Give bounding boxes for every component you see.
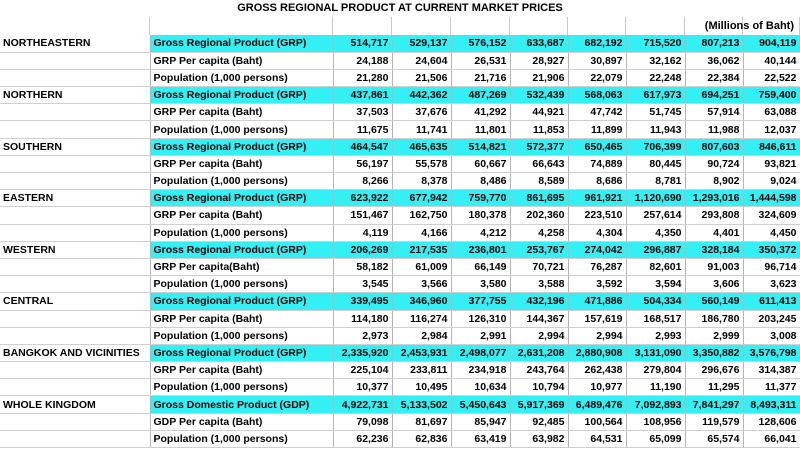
table-row xyxy=(0,52,800,69)
value-cell[interactable]: 223,510 xyxy=(568,207,626,224)
value-cell[interactable]: 11,853 xyxy=(510,121,568,138)
empty-cell[interactable] xyxy=(0,224,150,241)
indicator-label[interactable]: GRP Per capita (Baht) xyxy=(150,104,333,121)
indicator-label[interactable]: Gross Regional Product (GRP) xyxy=(150,293,333,310)
table-row xyxy=(0,413,800,430)
value-cell[interactable]: 807,603 xyxy=(685,138,743,155)
value-cell[interactable]: 1,293,016 xyxy=(685,190,743,207)
value-cell[interactable]: 66,041 xyxy=(743,430,800,447)
value-cell[interactable]: 92,485 xyxy=(510,413,568,430)
table-row xyxy=(0,138,800,155)
value-cell[interactable]: 66,149 xyxy=(451,258,510,275)
region-name[interactable]: NORTHERN xyxy=(0,87,150,104)
value-cell[interactable]: 30,897 xyxy=(568,52,626,69)
value-cell[interactable]: 62,836 xyxy=(392,430,451,447)
table-row xyxy=(0,155,800,172)
value-cell[interactable]: 36,062 xyxy=(685,52,743,69)
value-cell[interactable]: 576,152 xyxy=(451,35,510,52)
value-cell[interactable]: 3,592 xyxy=(568,276,626,293)
table-row xyxy=(0,276,800,293)
value-cell[interactable]: 3,576,798 xyxy=(743,344,800,361)
value-cell[interactable]: 70,721 xyxy=(510,258,568,275)
indicator-label[interactable]: Population (1,000 persons) xyxy=(150,276,333,293)
value-cell[interactable]: 22,248 xyxy=(626,69,685,86)
value-cell[interactable]: 55,578 xyxy=(392,155,451,172)
value-cell[interactable]: 846,611 xyxy=(743,138,800,155)
value-cell[interactable]: 41,292 xyxy=(451,104,510,121)
value-cell[interactable]: 2,984 xyxy=(392,327,451,344)
empty-cell[interactable] xyxy=(0,173,150,190)
region-name[interactable]: CENTRAL xyxy=(0,293,150,310)
region-name[interactable]: SOUTHERN xyxy=(0,138,150,155)
value-cell[interactable]: 96,714 xyxy=(743,258,800,275)
indicator-label[interactable]: GRP Per capita (Baht) xyxy=(150,310,333,327)
value-cell[interactable]: 464,547 xyxy=(333,138,392,155)
value-cell[interactable]: 151,467 xyxy=(333,207,392,224)
value-cell[interactable]: 8,686 xyxy=(568,173,626,190)
value-cell[interactable]: 93,821 xyxy=(743,155,800,172)
table-row xyxy=(0,207,800,224)
value-cell[interactable]: 157,619 xyxy=(568,310,626,327)
value-cell[interactable]: 236,801 xyxy=(451,241,510,258)
value-cell[interactable]: 168,517 xyxy=(626,310,685,327)
value-cell[interactable]: 11,899 xyxy=(568,121,626,138)
value-cell[interactable]: 76,287 xyxy=(568,258,626,275)
value-cell[interactable]: 2,994 xyxy=(568,327,626,344)
indicator-label[interactable]: Gross Domestic Product (GDP) xyxy=(150,396,333,413)
value-cell[interactable]: 339,495 xyxy=(333,293,392,310)
region-name[interactable]: WHOLE KINGDOM xyxy=(0,396,150,413)
value-cell[interactable]: 2,498,077 xyxy=(451,344,510,361)
value-cell[interactable]: 21,506 xyxy=(392,69,451,86)
value-cell[interactable]: 3,566 xyxy=(392,276,451,293)
value-cell[interactable]: 22,522 xyxy=(743,69,800,86)
empty-cell[interactable] xyxy=(0,121,150,138)
value-cell[interactable]: 3,623 xyxy=(743,276,800,293)
value-cell[interactable]: 63,088 xyxy=(743,104,800,121)
value-cell[interactable]: 759,400 xyxy=(743,87,800,104)
table-row xyxy=(0,327,800,344)
value-cell[interactable]: 4,304 xyxy=(568,224,626,241)
indicator-label[interactable]: Population (1,000 persons) xyxy=(150,69,333,86)
value-cell[interactable]: 504,334 xyxy=(626,293,685,310)
value-cell[interactable]: 10,977 xyxy=(568,379,626,396)
value-cell[interactable]: 203,245 xyxy=(743,310,800,327)
value-cell[interactable]: 2,335,920 xyxy=(333,344,392,361)
value-cell[interactable]: 715,520 xyxy=(626,35,685,52)
value-cell[interactable]: 262,438 xyxy=(568,362,626,379)
sheet-title: GROSS REGIONAL PRODUCT AT CURRENT MARKET PRICES xyxy=(237,2,563,14)
value-cell[interactable]: 243,764 xyxy=(510,362,568,379)
value-cell[interactable]: 274,042 xyxy=(568,241,626,258)
grid-line xyxy=(684,17,685,35)
value-cell[interactable]: 11,943 xyxy=(626,121,685,138)
table-row xyxy=(0,69,800,86)
table-row xyxy=(0,224,800,241)
value-cell[interactable]: 206,269 xyxy=(333,241,392,258)
header-grid xyxy=(0,17,800,35)
indicator-label[interactable]: Population (1,000 persons) xyxy=(150,379,333,396)
value-cell[interactable]: 677,942 xyxy=(392,190,451,207)
empty-cell[interactable] xyxy=(0,258,150,275)
value-cell[interactable]: 7,841,297 xyxy=(685,396,743,413)
value-cell[interactable]: 8,902 xyxy=(685,173,743,190)
value-cell[interactable]: 2,994 xyxy=(510,327,568,344)
value-cell[interactable]: 759,770 xyxy=(451,190,510,207)
indicator-label[interactable]: Gross Regional Product (GRP) xyxy=(150,87,333,104)
value-cell[interactable]: 4,212 xyxy=(451,224,510,241)
value-cell[interactable]: 108,956 xyxy=(626,413,685,430)
value-cell[interactable]: 529,137 xyxy=(392,35,451,52)
value-cell[interactable]: 128,606 xyxy=(743,413,800,430)
value-cell[interactable]: 11,988 xyxy=(685,121,743,138)
table-row xyxy=(0,173,800,190)
value-cell[interactable]: 7,092,893 xyxy=(626,396,685,413)
grid-line xyxy=(509,17,510,35)
grid-line xyxy=(332,17,333,35)
value-cell[interactable]: 296,887 xyxy=(626,241,685,258)
value-cell[interactable]: 514,821 xyxy=(451,138,510,155)
value-cell[interactable]: 233,811 xyxy=(392,362,451,379)
indicator-label[interactable]: Population (1,000 persons) xyxy=(150,121,333,138)
grid-line xyxy=(625,17,626,35)
value-cell[interactable]: 328,184 xyxy=(685,241,743,258)
value-cell[interactable]: 3,350,882 xyxy=(685,344,743,361)
value-cell[interactable]: 314,387 xyxy=(743,362,800,379)
table-row xyxy=(0,104,800,121)
value-cell[interactable]: 82,601 xyxy=(626,258,685,275)
value-cell[interactable]: 4,450 xyxy=(743,224,800,241)
value-cell[interactable]: 961,921 xyxy=(568,190,626,207)
empty-cell[interactable] xyxy=(0,155,150,172)
empty-cell[interactable] xyxy=(0,379,150,396)
value-cell[interactable]: 9,024 xyxy=(743,173,800,190)
indicator-label[interactable]: GRP Per capita (Baht) xyxy=(150,362,333,379)
value-cell[interactable]: 623,922 xyxy=(333,190,392,207)
value-cell[interactable]: 3,580 xyxy=(451,276,510,293)
value-cell[interactable]: 706,399 xyxy=(626,138,685,155)
value-cell[interactable]: 234,918 xyxy=(451,362,510,379)
value-cell[interactable]: 40,144 xyxy=(743,52,800,69)
value-cell[interactable]: 8,589 xyxy=(510,173,568,190)
value-cell[interactable]: 437,861 xyxy=(333,87,392,104)
indicator-label[interactable]: Gross Regional Product (GRP) xyxy=(150,35,333,52)
value-cell[interactable]: 4,401 xyxy=(685,224,743,241)
value-cell[interactable]: 514,717 xyxy=(333,35,392,52)
indicator-label[interactable]: Gross Regional Product (GRP) xyxy=(150,344,333,361)
empty-cell[interactable] xyxy=(0,413,150,430)
table-row xyxy=(0,310,800,327)
value-cell[interactable]: 8,486 xyxy=(451,173,510,190)
value-cell[interactable]: 21,280 xyxy=(333,69,392,86)
value-cell[interactable]: 44,921 xyxy=(510,104,568,121)
value-cell[interactable]: 611,413 xyxy=(743,293,800,310)
value-cell[interactable]: 377,755 xyxy=(451,293,510,310)
value-cell[interactable]: 47,742 xyxy=(568,104,626,121)
empty-cell[interactable] xyxy=(0,52,150,69)
value-cell[interactable]: 1,444,598 xyxy=(743,190,800,207)
value-cell[interactable]: 293,808 xyxy=(685,207,743,224)
value-cell[interactable]: 682,192 xyxy=(568,35,626,52)
value-cell[interactable]: 28,927 xyxy=(510,52,568,69)
value-cell[interactable]: 26,531 xyxy=(451,52,510,69)
value-cell[interactable]: 5,450,643 xyxy=(451,396,510,413)
table-row xyxy=(0,293,800,310)
value-cell[interactable]: 119,579 xyxy=(685,413,743,430)
value-cell[interactable]: 279,804 xyxy=(626,362,685,379)
value-cell[interactable]: 10,495 xyxy=(392,379,451,396)
table-row xyxy=(0,344,800,361)
value-cell[interactable]: 114,180 xyxy=(333,310,392,327)
value-cell[interactable]: 253,767 xyxy=(510,241,568,258)
region-name[interactable]: EASTERN xyxy=(0,190,150,207)
value-cell[interactable]: 65,099 xyxy=(626,430,685,447)
value-cell[interactable]: 807,213 xyxy=(685,35,743,52)
value-cell[interactable]: 4,258 xyxy=(510,224,568,241)
table-row xyxy=(0,379,800,396)
value-cell[interactable]: 63,419 xyxy=(451,430,510,447)
indicator-label[interactable]: Population (1,000 persons) xyxy=(150,327,333,344)
value-cell[interactable]: 51,745 xyxy=(626,104,685,121)
value-cell[interactable]: 3,606 xyxy=(685,276,743,293)
region-name[interactable]: WESTERN xyxy=(0,241,150,258)
grid-line xyxy=(391,17,392,35)
value-cell[interactable]: 560,149 xyxy=(685,293,743,310)
value-cell[interactable]: 116,274 xyxy=(392,310,451,327)
value-cell[interactable]: 64,531 xyxy=(568,430,626,447)
table-row xyxy=(0,258,800,275)
value-cell[interactable]: 180,378 xyxy=(451,207,510,224)
value-cell[interactable]: 4,922,731 xyxy=(333,396,392,413)
indicator-label[interactable]: Gross Regional Product (GRP) xyxy=(150,138,333,155)
value-cell[interactable]: 6,489,476 xyxy=(568,396,626,413)
grid-line xyxy=(149,17,150,35)
value-cell[interactable]: 225,104 xyxy=(333,362,392,379)
value-cell[interactable]: 2,993 xyxy=(626,327,685,344)
value-cell[interactable]: 2,631,208 xyxy=(510,344,568,361)
value-cell[interactable]: 217,535 xyxy=(392,241,451,258)
value-cell[interactable]: 650,465 xyxy=(568,138,626,155)
value-cell[interactable]: 3,131,090 xyxy=(626,344,685,361)
value-cell[interactable]: 257,614 xyxy=(626,207,685,224)
value-cell[interactable]: 126,310 xyxy=(451,310,510,327)
value-cell[interactable]: 346,960 xyxy=(392,293,451,310)
value-cell[interactable]: 487,269 xyxy=(451,87,510,104)
value-cell[interactable]: 8,378 xyxy=(392,173,451,190)
value-cell[interactable]: 5,917,369 xyxy=(510,396,568,413)
value-cell[interactable]: 11,190 xyxy=(626,379,685,396)
empty-cell[interactable] xyxy=(0,362,150,379)
value-cell[interactable]: 81,697 xyxy=(392,413,451,430)
value-cell[interactable]: 11,801 xyxy=(451,121,510,138)
value-cell[interactable]: 37,676 xyxy=(392,104,451,121)
value-cell[interactable]: 3,588 xyxy=(510,276,568,293)
indicator-label[interactable]: Population (1,000 persons) xyxy=(150,430,333,447)
value-cell[interactable]: 90,724 xyxy=(685,155,743,172)
indicator-label[interactable]: GRP Per capita(Baht) xyxy=(150,258,333,275)
value-cell[interactable]: 10,634 xyxy=(451,379,510,396)
unit-label: (Millions of Baht) xyxy=(704,20,794,32)
value-cell[interactable]: 60,667 xyxy=(451,155,510,172)
value-cell[interactable]: 186,780 xyxy=(685,310,743,327)
value-cell[interactable]: 633,687 xyxy=(510,35,568,52)
value-cell[interactable]: 2,991 xyxy=(451,327,510,344)
data-table xyxy=(0,35,800,448)
value-cell[interactable]: 202,360 xyxy=(510,207,568,224)
value-cell[interactable]: 22,384 xyxy=(685,69,743,86)
value-cell[interactable]: 74,889 xyxy=(568,155,626,172)
value-cell[interactable]: 2,999 xyxy=(685,327,743,344)
value-cell[interactable]: 80,445 xyxy=(626,155,685,172)
indicator-label[interactable]: Population (1,000 persons) xyxy=(150,173,333,190)
table-row xyxy=(0,121,800,138)
value-cell[interactable]: 3,545 xyxy=(333,276,392,293)
empty-cell[interactable] xyxy=(0,276,150,293)
grid-line xyxy=(567,17,568,35)
value-cell[interactable]: 465,635 xyxy=(392,138,451,155)
value-cell[interactable]: 350,372 xyxy=(743,241,800,258)
value-cell[interactable]: 22,079 xyxy=(568,69,626,86)
value-cell[interactable]: 442,362 xyxy=(392,87,451,104)
empty-cell[interactable] xyxy=(0,104,150,121)
value-cell[interactable]: 2,880,908 xyxy=(568,344,626,361)
value-cell[interactable]: 5,133,502 xyxy=(392,396,451,413)
value-cell[interactable]: 91,003 xyxy=(685,258,743,275)
value-cell[interactable]: 3,594 xyxy=(626,276,685,293)
indicator-label[interactable]: Gross Regional Product (GRP) xyxy=(150,190,333,207)
value-cell[interactable]: 144,367 xyxy=(510,310,568,327)
value-cell[interactable]: 56,197 xyxy=(333,155,392,172)
value-cell[interactable]: 4,350 xyxy=(626,224,685,241)
value-cell[interactable]: 37,503 xyxy=(333,104,392,121)
value-cell[interactable]: 10,794 xyxy=(510,379,568,396)
empty-cell[interactable] xyxy=(0,327,150,344)
value-cell[interactable]: 2,973 xyxy=(333,327,392,344)
value-cell[interactable]: 432,196 xyxy=(510,293,568,310)
table-row xyxy=(0,87,800,104)
value-cell[interactable]: 11,675 xyxy=(333,121,392,138)
indicator-label[interactable]: GRP Per capita (Baht) xyxy=(150,155,333,172)
indicator-label[interactable]: GRP Per capita (Baht) xyxy=(150,52,333,69)
value-cell[interactable]: 32,162 xyxy=(626,52,685,69)
table-row xyxy=(0,362,800,379)
region-name[interactable]: BANGKOK AND VICINITIES xyxy=(0,344,150,361)
value-cell[interactable]: 694,251 xyxy=(685,87,743,104)
value-cell[interactable]: 1,120,690 xyxy=(626,190,685,207)
value-cell[interactable]: 62,236 xyxy=(333,430,392,447)
value-cell[interactable]: 21,906 xyxy=(510,69,568,86)
value-cell[interactable]: 66,643 xyxy=(510,155,568,172)
value-cell[interactable]: 24,604 xyxy=(392,52,451,69)
value-cell[interactable]: 4,119 xyxy=(333,224,392,241)
value-cell[interactable]: 572,377 xyxy=(510,138,568,155)
value-cell[interactable]: 8,493,311 xyxy=(743,396,800,413)
value-cell[interactable]: 2,453,931 xyxy=(392,344,451,361)
table-row xyxy=(0,190,800,207)
indicator-label[interactable]: GRP Per capita (Baht) xyxy=(150,207,333,224)
value-cell[interactable]: 61,009 xyxy=(392,258,451,275)
region-name[interactable]: NORTHEASTERN xyxy=(0,35,150,52)
value-cell[interactable]: 471,886 xyxy=(568,293,626,310)
value-cell[interactable]: 861,695 xyxy=(510,190,568,207)
value-cell[interactable]: 65,574 xyxy=(685,430,743,447)
table-row xyxy=(0,396,800,413)
value-cell[interactable]: 12,037 xyxy=(743,121,800,138)
value-cell[interactable]: 8,266 xyxy=(333,173,392,190)
value-cell[interactable]: 58,182 xyxy=(333,258,392,275)
value-cell[interactable]: 3,008 xyxy=(743,327,800,344)
value-cell[interactable]: 63,982 xyxy=(510,430,568,447)
empty-cell[interactable] xyxy=(0,69,150,86)
value-cell[interactable]: 4,166 xyxy=(392,224,451,241)
value-cell[interactable]: 11,741 xyxy=(392,121,451,138)
value-cell[interactable]: 296,676 xyxy=(685,362,743,379)
value-cell[interactable]: 24,188 xyxy=(333,52,392,69)
value-cell[interactable]: 162,750 xyxy=(392,207,451,224)
empty-cell[interactable] xyxy=(0,207,150,224)
value-cell[interactable]: 85,947 xyxy=(451,413,510,430)
indicator-label[interactable]: Population (1,000 persons) xyxy=(150,224,333,241)
value-cell[interactable]: 8,781 xyxy=(626,173,685,190)
empty-cell[interactable] xyxy=(0,430,150,447)
table-row xyxy=(0,430,800,447)
value-cell[interactable]: 617,973 xyxy=(626,87,685,104)
value-cell[interactable]: 79,098 xyxy=(333,413,392,430)
table-row xyxy=(0,241,800,258)
value-cell[interactable]: 324,609 xyxy=(743,207,800,224)
value-cell[interactable]: 21,716 xyxy=(451,69,510,86)
value-cell[interactable]: 57,914 xyxy=(685,104,743,121)
indicator-label[interactable]: GDP Per capita (Baht) xyxy=(150,413,333,430)
value-cell[interactable]: 10,377 xyxy=(333,379,392,396)
table-row xyxy=(0,35,800,52)
value-cell[interactable]: 11,377 xyxy=(743,379,800,396)
value-cell[interactable]: 568,063 xyxy=(568,87,626,104)
value-cell[interactable]: 11,295 xyxy=(685,379,743,396)
value-cell[interactable]: 532,439 xyxy=(510,87,568,104)
indicator-label[interactable]: Gross Regional Product (GRP) xyxy=(150,241,333,258)
empty-cell[interactable] xyxy=(0,310,150,327)
value-cell[interactable]: 904,119 xyxy=(743,35,800,52)
value-cell[interactable]: 100,564 xyxy=(568,413,626,430)
grid-line xyxy=(450,17,451,35)
